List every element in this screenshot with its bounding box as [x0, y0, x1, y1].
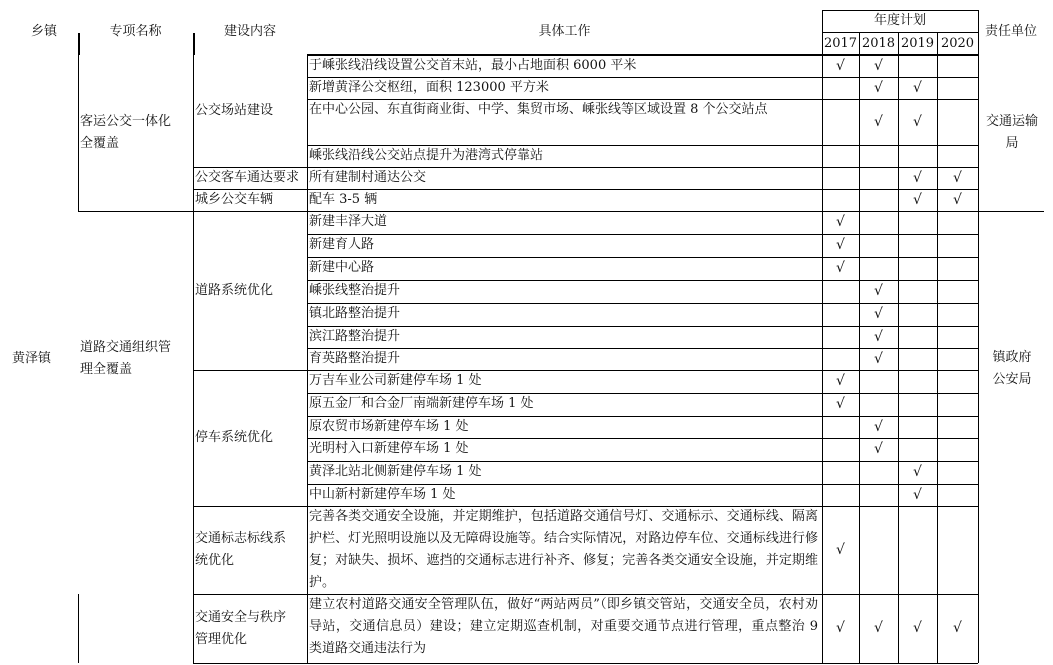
check-16-2020: [937, 416, 978, 438]
table-rule: [193, 663, 307, 664]
project-traffic: [78, 211, 193, 506]
check-15-2018: [859, 393, 898, 416]
check-7-2017: √: [836, 214, 845, 230]
task-row-10: 嵊张线整治提升: [309, 283, 401, 298]
check-6-2018: [859, 189, 898, 211]
check-11-2017: [822, 303, 859, 326]
content-1-line1: 公交场站建设: [195, 103, 274, 118]
check-17-2020: [937, 438, 978, 461]
header-plan: 年度计划: [873, 13, 926, 28]
check-10-2020: [937, 280, 978, 303]
check-21-2018: √: [874, 620, 883, 636]
check-2-2019: √: [913, 80, 922, 96]
content-2: [193, 167, 307, 189]
content-7-line2: 管理优化: [195, 631, 248, 647]
table-rule: [307, 257, 978, 258]
check-1-2020: [937, 55, 978, 77]
task-row-14: 万吉车业公司新建停车场 1 处: [309, 373, 482, 388]
check-9-2017: √: [836, 260, 845, 276]
owner-town-police: [978, 211, 1044, 526]
table-rule: [193, 211, 307, 212]
check-6-2019: √: [913, 192, 922, 208]
check-12-2019: [898, 326, 937, 348]
content-7: [193, 594, 307, 663]
project-transit: [78, 55, 193, 211]
task-row-21: 建立农村道路交通安全管理队伍，做好“两站两员”（即乡镇交管站，交通安全员，农村劝导站，交通信息员）建设；建立定期巡查机制，对重要交通节点进行管理，重点整治 9 类道路交通违法行为: [309, 597, 818, 656]
content-7-line1: 交通安全与秩序: [195, 609, 287, 625]
header-content: 建设内容: [223, 24, 276, 39]
check-2-2017: [822, 77, 859, 99]
table-rule: [307, 303, 978, 304]
check-8-2017: √: [836, 237, 845, 253]
check-4-2017: [822, 145, 859, 167]
check-20-2018: [859, 506, 898, 594]
table-rule: [78, 211, 193, 212]
check-19-2017: [822, 484, 859, 506]
project-transit-line1: 客运公交一体化: [80, 114, 172, 129]
task-row-20: 完善各类交通安全设施，并定期维护，包括道路交通信号灯、交通标示、交通标线、隔离护栏、灯光照明设施以及无障碍设施等。结合实际情况，对路边停车位、交通标线进行修复；对缺失、损坏、遮挡的交通标志进行补齐、修复；完善各类交通安全设施，并定期维护。: [309, 509, 818, 590]
task-row-5: 所有建制村通达公交: [309, 170, 427, 185]
check-5-2017: [822, 167, 859, 189]
check-10-2018: √: [874, 283, 883, 299]
project-traffic-line1: 道路交通组织管: [80, 339, 172, 355]
check-10-2019: [898, 280, 937, 303]
header-year-2018: 2018: [861, 36, 896, 51]
table-rule: [78, 594, 79, 663]
check-18-2017: [822, 461, 859, 484]
content-3: [193, 189, 307, 211]
check-11-2019: [898, 303, 937, 326]
header-owner: 责任单位: [984, 24, 1037, 39]
table-rule: [78, 55, 79, 211]
task-row-7: 新建丰泽大道: [309, 214, 388, 229]
task-row-3: 在中心公园、东直街商业街、中学、集贸市场、嵊张线等区域设置 8 个公交站点: [309, 102, 768, 117]
table-rule: [307, 416, 978, 417]
header-task: 具体工作: [538, 24, 591, 39]
task-row-4: 嵊张线沿线公交站点提升为港湾式停靠站: [309, 148, 544, 163]
check-7-2018: [859, 211, 898, 234]
check-9-2018: [859, 257, 898, 280]
owner-transport-line2: 局: [1005, 136, 1019, 151]
check-7-2019: [898, 211, 937, 234]
check-18-2019: √: [913, 464, 922, 480]
check-11-2020: [937, 303, 978, 326]
project-traffic-line2: 理全覆盖: [80, 361, 133, 377]
check-6-2017: [822, 189, 859, 211]
table-rule: [307, 55, 978, 56]
content-4: [193, 211, 307, 370]
check-20-2019: [898, 506, 937, 594]
content-6-line2: 统优化: [195, 553, 235, 568]
task-row-12: 滨江路整治提升: [309, 329, 401, 344]
check-5-2019: √: [913, 170, 922, 186]
check-8-2018: [859, 234, 898, 257]
content-2-line1: 公交客车通达要求: [195, 170, 300, 185]
check-21-2020: √: [953, 620, 962, 636]
check-3-2019: √: [913, 114, 922, 130]
check-4-2019: [898, 145, 937, 167]
check-4-2020: [937, 145, 978, 167]
header-year-2017: 2017: [823, 36, 858, 51]
check-13-2019: [898, 348, 937, 370]
check-17-2017: [822, 438, 859, 461]
check-21-2017: √: [836, 620, 845, 636]
check-19-2019: √: [913, 487, 922, 503]
table-rule: [193, 189, 307, 190]
content-4-line1: 道路系统优化: [195, 282, 274, 298]
task-row-17: 光明村入口新建停车场 1 处: [309, 441, 469, 456]
table-rule: [307, 393, 978, 394]
table-rule: [978, 10, 979, 55]
task-row-19: 中山新村新建停车场 1 处: [309, 487, 456, 502]
check-14-2017: √: [836, 373, 845, 389]
owner-transport: [978, 55, 1044, 211]
table-rule: [307, 99, 978, 100]
task-row-1: 于嵊张线沿线设置公交首末站，最小占地面积 6000 平米: [309, 58, 637, 73]
check-16-2019: [898, 416, 937, 438]
table-rule: [307, 145, 978, 146]
check-11-2018: √: [874, 306, 883, 322]
check-1-2019: [898, 55, 937, 77]
table-rule: [307, 211, 978, 212]
table-rule: [307, 594, 978, 595]
table-rule: [307, 280, 978, 281]
check-13-2020: [937, 348, 978, 370]
check-16-2018: √: [874, 419, 883, 435]
check-12-2018: √: [874, 329, 883, 345]
check-6-2020: √: [953, 192, 962, 208]
task-row-8: 新建育人路: [309, 237, 375, 252]
task-row-11: 镇北路整治提升: [309, 306, 401, 321]
task-row-15: 原五金厂和合金厂南端新建停车场 1 处: [309, 396, 534, 411]
content-5-line1: 停车系统优化: [195, 430, 274, 445]
check-12-2020: [937, 326, 978, 348]
check-5-2018: [859, 167, 898, 189]
table-rule: [307, 55, 308, 663]
task-row-18: 黄泽北站北侧新建停车场 1 处: [309, 464, 482, 479]
check-2-2020: [937, 77, 978, 99]
content-3-line1: 城乡公交车辆: [195, 192, 274, 207]
table-rule: [307, 461, 978, 462]
check-10-2017: [822, 280, 859, 303]
check-19-2018: [859, 484, 898, 506]
task-row-9: 新建中心路: [309, 260, 375, 275]
header-project: 专项名称: [109, 24, 162, 39]
table-rule: [307, 189, 978, 190]
check-8-2020: [937, 234, 978, 257]
content-6-line1: 交通标志标线系: [195, 531, 287, 546]
check-3-2018: √: [874, 114, 883, 130]
check-20-2017: √: [836, 542, 845, 558]
table-rule: [307, 348, 978, 349]
content-1: [193, 55, 307, 167]
check-9-2019: [898, 257, 937, 280]
check-21-2019: √: [913, 620, 922, 636]
check-7-2020: [937, 211, 978, 234]
table-rule: [307, 326, 978, 327]
check-13-2017: [822, 348, 859, 370]
content-6: [193, 506, 307, 594]
check-3-2020: [937, 99, 978, 145]
table-rule: [307, 663, 978, 664]
table-rule: [307, 77, 978, 78]
check-14-2020: [937, 370, 978, 393]
header-town: 乡镇: [30, 24, 57, 39]
table-rule: [193, 167, 307, 168]
check-14-2019: [898, 370, 937, 393]
table-rule: [193, 506, 307, 507]
table-rule: [822, 10, 823, 663]
check-15-2019: [898, 393, 937, 416]
check-1-2018: √: [874, 58, 883, 74]
check-3-2017: [822, 99, 859, 145]
check-4-2018: [859, 145, 898, 167]
table-rule: [307, 506, 978, 507]
header-year-2019: 2019: [900, 36, 935, 51]
table-rule: [822, 32, 978, 33]
table-rule: [978, 211, 1044, 212]
table-rule: [307, 484, 978, 485]
check-12-2017: [822, 326, 859, 348]
header-year-2020: 2020: [940, 36, 975, 51]
table-rule: [307, 370, 978, 371]
owner-transport-line1: 交通运输: [985, 114, 1038, 129]
check-15-2020: [937, 393, 978, 416]
task-row-6: 配车 3-5 辆: [309, 192, 378, 207]
table-rule: [822, 10, 978, 11]
check-18-2020: [937, 461, 978, 484]
check-15-2017: √: [836, 396, 845, 412]
table-rule: [307, 438, 978, 439]
table-rule: [307, 167, 978, 168]
check-14-2018: [859, 370, 898, 393]
table-rule: [193, 594, 307, 595]
owner-town-police-line2: 公安局: [992, 371, 1032, 387]
check-18-2018: [859, 461, 898, 484]
owner-town-police-line1: 镇政府: [992, 349, 1032, 365]
town-name: 黄泽镇: [12, 351, 52, 366]
content-5: [193, 370, 307, 506]
check-8-2019: [898, 234, 937, 257]
table-rule: [978, 55, 979, 663]
check-17-2018: √: [874, 441, 883, 457]
check-19-2020: [937, 484, 978, 506]
task-row-2: 新增黄泽公交枢纽，面积 123000 平方米: [309, 80, 549, 95]
task-row-16: 原农贸市场新建停车场 1 处: [309, 419, 469, 434]
task-row-13: 育英路整治提升: [309, 351, 401, 366]
check-2-2018: √: [874, 80, 883, 96]
check-9-2020: [937, 257, 978, 280]
check-20-2020: [937, 506, 978, 594]
check-16-2017: [822, 416, 859, 438]
table-rule: [193, 348, 194, 370]
table-rule: [307, 234, 978, 235]
table-rule: [193, 370, 307, 371]
project-transit-line2: 全覆盖: [80, 136, 120, 151]
table-rule: [193, 33, 194, 55]
check-13-2018: √: [874, 351, 883, 367]
check-5-2020: √: [953, 170, 962, 186]
table-rule: [78, 33, 80, 55]
check-1-2017: √: [836, 58, 845, 74]
check-17-2019: [898, 438, 937, 461]
